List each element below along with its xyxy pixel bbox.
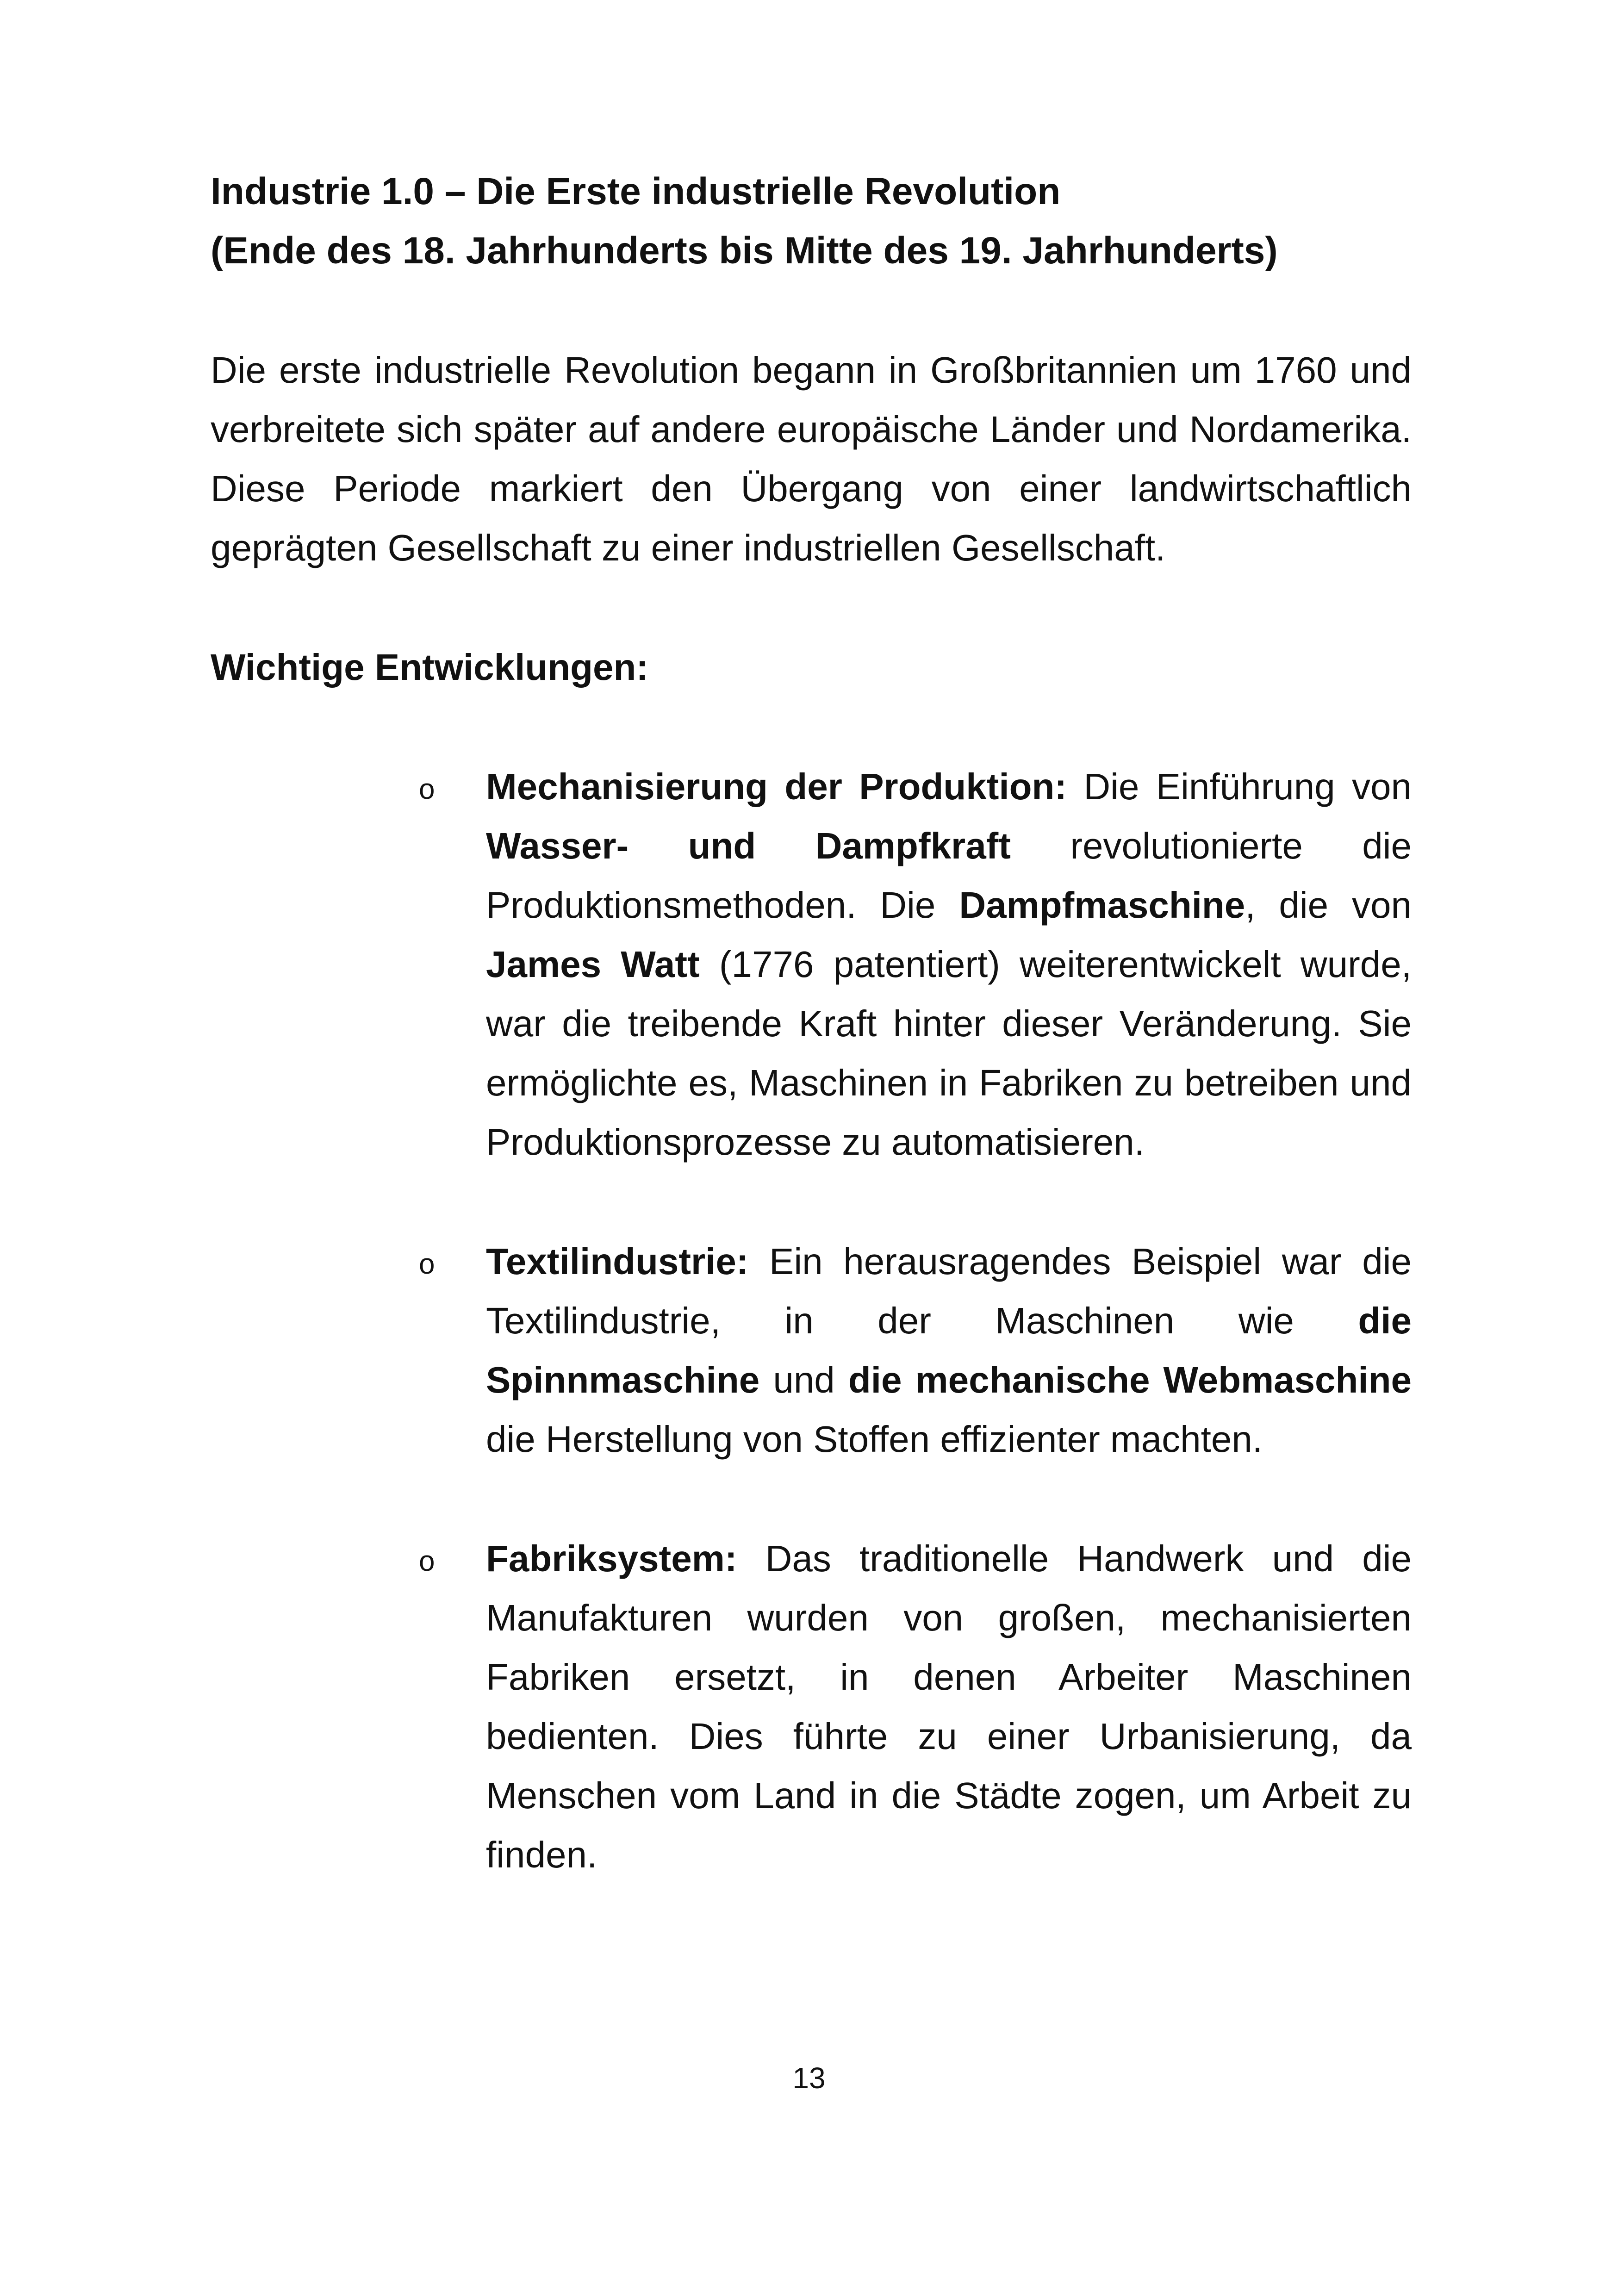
list-item-textile-industry xyxy=(419,1232,1412,1469)
text-run: (1776 patentiert) weiterentwickelt wurde, war die treibende Kraft hinter dieser Veränderung. Sie ermöglichte es, Maschinen in Fabriken zu betreiben und Produktionsprozesse zu automatisieren. xyxy=(486,944,1412,1163)
bullet-marker: o xyxy=(419,773,435,805)
text-run: , die von xyxy=(1245,884,1412,926)
bold-text-run: Textilindustrie: xyxy=(486,1241,749,1282)
text-run: Ein herausragendes Beispiel war die Textilindustrie, in der Maschinen wie xyxy=(486,1241,1412,1341)
text-run: revolutionierte die Produktionsmethoden. Die xyxy=(486,825,1412,926)
intro-paragraph: Die erste industrielle Revolution begann in Großbritannien um 1760 und verbreitete sich später auf andere europäische Länder und Nordamerika. Diese Periode markiert den Übergang von einer landwirtschaftlich geprägten Gesellschaft zu einer industriellen Gesellschaft. xyxy=(211,349,1412,568)
text-run: die Herstellung von Stoffen effizienter machten. xyxy=(486,1419,1263,1460)
page-content xyxy=(211,162,1412,1885)
bullet-marker: o xyxy=(419,1545,435,1577)
bullet-text xyxy=(486,1538,1412,1875)
bullet-marker: o xyxy=(419,1248,435,1280)
text-run: Das traditionelle Handwerk und die Manufakturen wurden von großen, mechanisierten Fabriken ersetzt, in denen Arbeiter Maschinen bedienten. Dies führte zu einer Urbanisierung, da Menschen vom Land in die Städte zogen, um Arbeit zu finden. xyxy=(486,1538,1412,1875)
bold-text-run: Mechanisierung der Produktion: xyxy=(486,766,1067,807)
bullet-text xyxy=(486,1241,1412,1460)
bullet-text xyxy=(486,766,1412,1163)
developments-list xyxy=(211,757,1412,1885)
list-item-factory-system xyxy=(419,1529,1412,1885)
bold-text-run: die mechanische Webmaschine xyxy=(848,1359,1412,1400)
bold-text-run: Fabriksystem: xyxy=(486,1538,737,1579)
text-run: und xyxy=(759,1359,848,1400)
developments-heading: Wichtige Entwicklungen: xyxy=(211,647,648,688)
section-heading xyxy=(211,162,1412,280)
bold-text-run: Dampfmaschine xyxy=(959,884,1245,926)
bold-text-run: die Spinnmaschine xyxy=(486,1300,1412,1400)
text-run: Die Einführung von xyxy=(1067,766,1412,807)
page-number: 13 xyxy=(792,2061,826,2095)
section-title: Industrie 1.0 – Die Erste industrielle Revolution xyxy=(211,170,1061,212)
section-period: (Ende des 18. Jahrhunderts bis Mitte des 19. Jahrhunderts) xyxy=(211,230,1278,272)
bold-text-run: Wasser- und Dampfkraft xyxy=(486,825,1011,866)
list-item-mechanization xyxy=(419,757,1412,1172)
bold-text-run: James Watt xyxy=(486,944,700,985)
